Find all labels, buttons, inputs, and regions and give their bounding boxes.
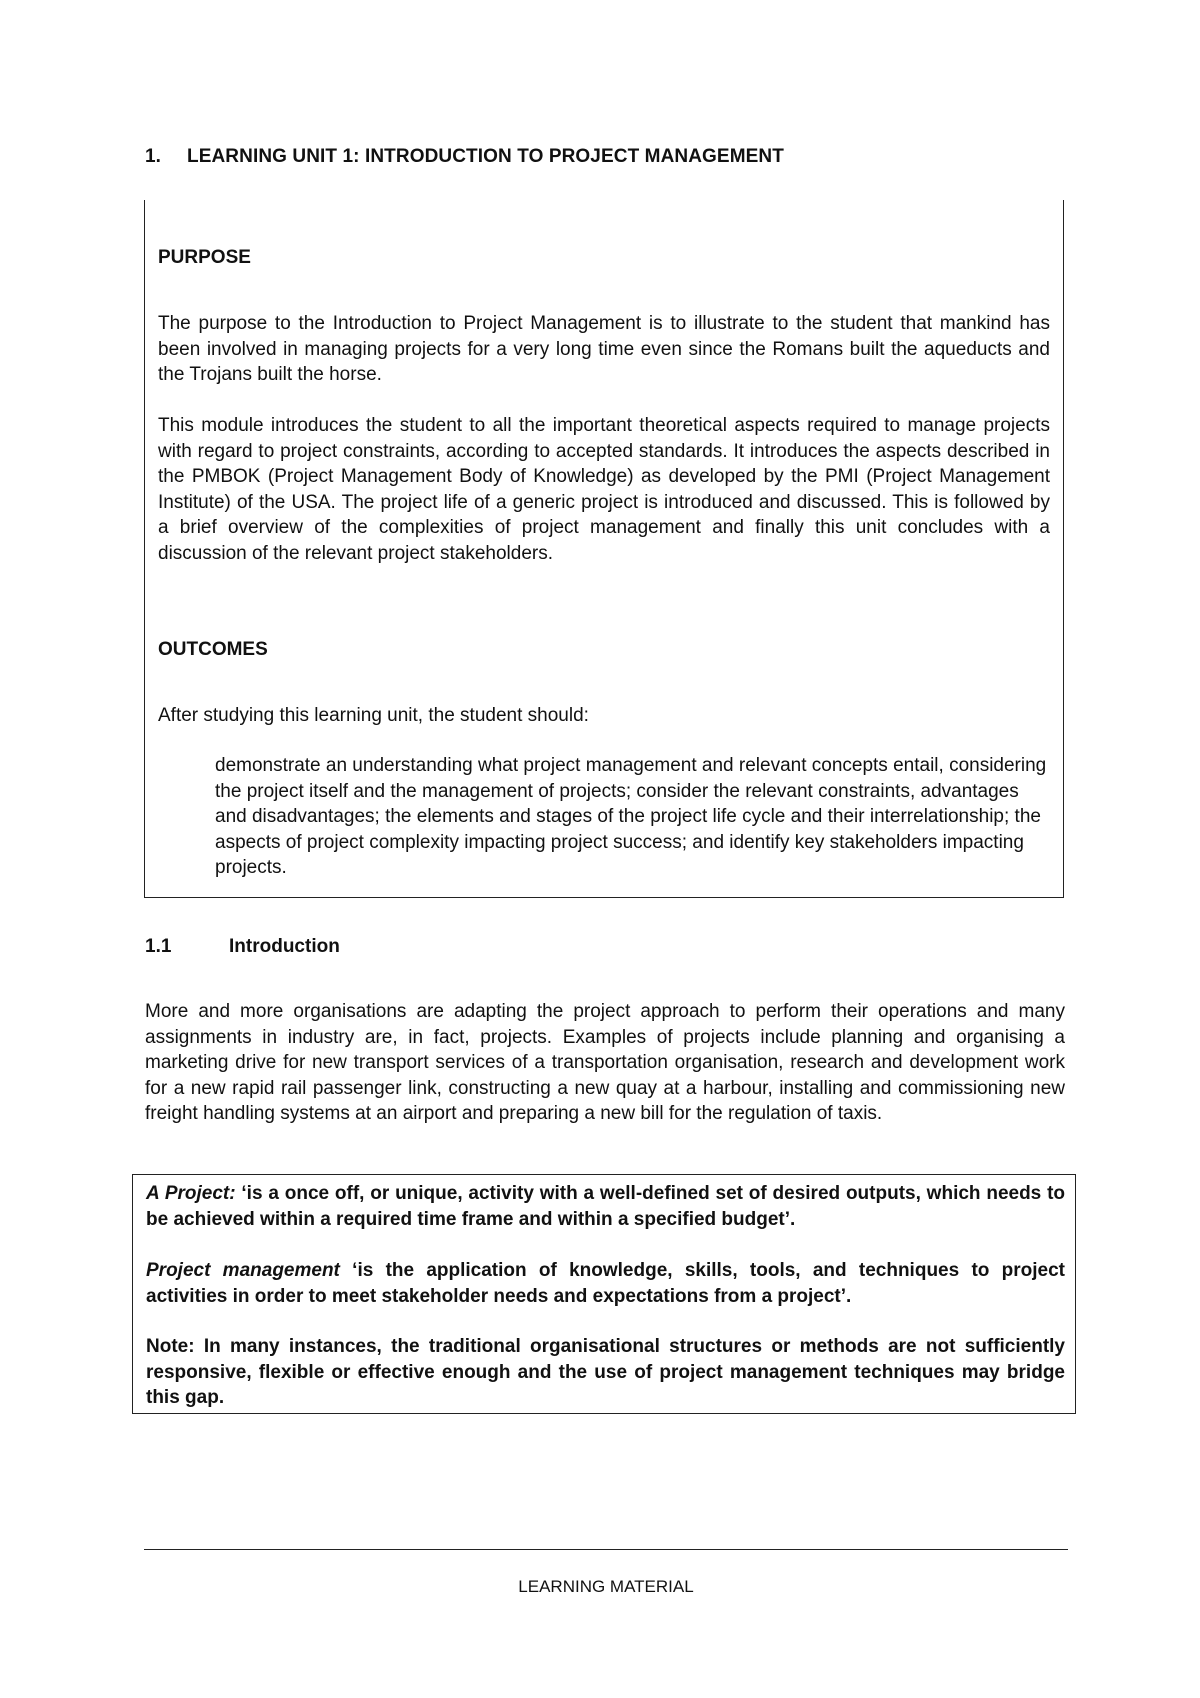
outcomes-intro: After studying this learning unit, the student should: bbox=[158, 705, 589, 726]
note-text: Note: In many instances, the traditional organisational structures or methods are not sufficiently responsive, flexible or effective enough and the use of project management techniques may bridge this gap. bbox=[146, 1336, 1065, 1408]
footer-label: LEARNING MATERIAL bbox=[518, 1577, 694, 1596]
section-heading-1-1 bbox=[145, 936, 340, 958]
purpose-paragraph-1: The purpose to the Introduction to Project Management is to illustrate to the student that mankind has been involved in managing projects for a very long time even since the Romans built the aqueducts and the Trojans built the horse. bbox=[158, 313, 1050, 385]
pm-term: Project management bbox=[146, 1260, 340, 1281]
introduction-paragraph: More and more organisations are adapting the project approach to perform their operations and many assignments in industry are, in fact, projects. Examples of projects include planning and organising a marketing drive for new transport services of a transportation organisation, research and development work for a new rapid rail passenger link, constructing a new quay at a harbour, installing and commissioning new freight handling systems at an airport and preparing a new bill for the regulation of taxis. bbox=[145, 1001, 1065, 1124]
project-term: A Project: bbox=[146, 1183, 236, 1204]
project-definition bbox=[146, 1181, 1065, 1232]
unit-title: LEARNING UNIT 1: INTRODUCTION TO PROJECT MANAGEMENT bbox=[187, 146, 784, 167]
unit-number: 1. bbox=[145, 146, 162, 167]
pm-definition-text: ‘is the application of knowledge, skills, tools, and techniques to project activities in order to meet stakeholder needs and expectations from a project’. bbox=[146, 1260, 1065, 1307]
unit-heading bbox=[145, 146, 784, 168]
footer-divider bbox=[144, 1549, 1068, 1550]
purpose-outcomes-box bbox=[144, 200, 1064, 898]
outcomes-item: demonstrate an understanding what project management and relevant concepts entail, considering the project itself and the management of projects; consider the relevant constraints, advantages and disadvantages; the elements and stages of the project life cycle and their interrelationship; the aspects of project complexity impacting project success; and identify key stakeholders impacting projects. bbox=[215, 755, 1047, 878]
definition-box bbox=[132, 1174, 1076, 1414]
project-definition-text: ‘is a once off, or unique, activity with a well-defined set of desired outputs, which needs to be achieved within a required time frame and within a specified budget’. bbox=[146, 1183, 1065, 1230]
section-number: 1.1 bbox=[145, 936, 172, 957]
outcomes-heading: OUTCOMES bbox=[158, 639, 268, 660]
section-title: Introduction bbox=[229, 936, 340, 957]
purpose-heading: PURPOSE bbox=[158, 247, 251, 268]
purpose-paragraph-2: This module introduces the student to all the important theoretical aspects required to manage projects with regard to project constraints, according to accepted standards. It introduces the aspects described in the PMBOK (Project Management Body of Knowledge) as developed by the PMI (Project Management Institute) of the USA. The project life of a generic project is introduced and discussed. This is followed by a brief overview of the complexities of project management and finally this unit concludes with a discussion of the relevant project stakeholders. bbox=[158, 415, 1050, 564]
pm-definition bbox=[146, 1258, 1065, 1309]
